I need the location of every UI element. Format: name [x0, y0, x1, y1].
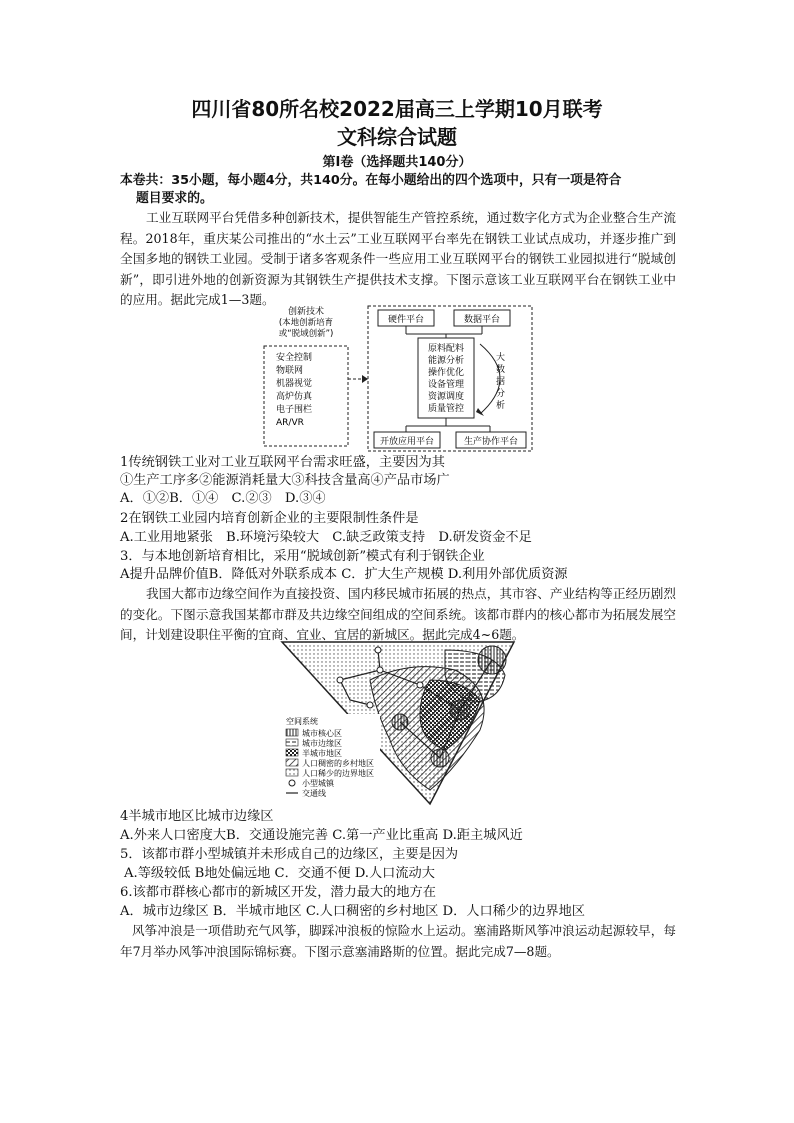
page-title: 四川省80所名校2022届高三上学期10月联考 — [191, 97, 603, 121]
bigdata-char: 分 — [496, 389, 506, 399]
q6-options: A．城市边缘区 B．半城市地区 C.人口稠密的乡村地区 D．人口稀少的边界地区 — [120, 904, 585, 919]
hardware-platform-label: 硬件平台 — [387, 315, 425, 325]
legend-title: 空间系统 — [286, 717, 318, 726]
legend-item: 人口稀少的边界地区 — [302, 769, 374, 778]
legend-item: 交通线 — [302, 789, 326, 798]
innovation-title-1: 创新技术 — [287, 307, 325, 317]
innovation-title-3: 或“脱域创新”) — [278, 329, 334, 339]
paper-subtitle: 文科综合试题 — [337, 125, 457, 149]
q3-options: A提升品牌价值B．降低对外联系成本 C．扩大生产规模 D.利用外部优质资源 — [120, 567, 568, 582]
q4-options: A.外来人口密度大B．交通设施完善 C.第一产业比重高 D.距主城风近 — [120, 828, 523, 843]
innovation-item: 机器视觉 — [276, 379, 313, 389]
bigdata-char: 大 — [496, 353, 506, 363]
legend-item: 城市边缘区 — [302, 739, 342, 748]
passage-3: 风筝冲浪是一项借助充气风筝，脚踩冲浪板的惊险水上运动。塞浦路斯风筝冲浪运动起源较早，每年7月举办风筝冲浪国际锦标赛。下图示意塞浦路斯的位置。据此完成7—8题。 — [120, 923, 676, 959]
center-item: 设备管理 — [427, 380, 465, 390]
q2-stem: 2在钢铁工业园内培育创新企业的主要限制性条件是 — [120, 511, 419, 526]
innovation-item: 高炉仿真 — [276, 392, 313, 402]
passage-1: 工业互联网平台凭借多种创新技术，提供智能生产管控系统，通过数字化方式为企业整合生产流程。2018年，重庆某公司推出的“水土云”工业互联网平台率先在钢铁工业试点成功，并逐步推广到全国多地的钢铁工业园。受制于诸多客观条件一些应用工业互联网平台的钢铁工业园拟进行“脱域创新”，即引进外地的创新资源为其钢铁生产提供技术支撑。下图示意该工业互联网平台在钢铁工业中的应用。据此完成1—3题。 — [120, 210, 676, 307]
q1-options: A．①②B．①④ C.②③ D.③④ — [120, 491, 326, 506]
q4-stem: 4半城市地区比城市边缘区 — [120, 809, 274, 824]
innovation-item: 物联网 — [276, 366, 304, 376]
figure-1-diagram — [258, 304, 534, 454]
open-app-platform-label: 开放应用平台 — [379, 437, 435, 447]
section-heading: 第Ⅰ卷（选择题共140分） — [322, 155, 472, 170]
legend-item: 人口稠密的乡村地区 — [302, 759, 374, 768]
center-item: 能源分析 — [427, 356, 465, 366]
q5-options: A.等级较低 B地处偏远地 C．交通不便 D.人口流动大 — [124, 866, 435, 881]
legend-item: 小型城镇 — [302, 779, 334, 788]
production-platform-label: 生产协作平台 — [463, 437, 519, 447]
q2-options: A.工业用地紧张 B.环境污染较大 C.缺乏政策支持 D.研发资金不足 — [120, 530, 532, 545]
bigdata-char: 据 — [496, 377, 506, 387]
q3-stem: 3．与本地创新培育相比，采用“脱域创新”模式有利于钢铁企业 — [120, 549, 485, 564]
legend-item: 城市核心区 — [302, 729, 342, 738]
q1-items: ①生产工序多②能源消耗量大③科技含量高④产品市场广 — [120, 473, 450, 488]
q6-stem: 6.该都市群核心都市的新城区开发，潜力最大的地方在 — [120, 885, 436, 900]
center-item: 质量管控 — [427, 404, 465, 414]
figure-2-map — [280, 640, 516, 806]
q1-stem: 1传统钢铁工业对工业互联网平台需求旺盛，主要因为其 — [120, 455, 445, 470]
passage-2: 我国大都市边缘空间作为直接投资、国内移民城市拓展的热点，其市容、产业结构等正经历剧烈的变化。下图示意我国某都市群及共边缘空间组成的空间系统。该都市群内的核心都市为拓展发展空间，计划建设职住平衡的宜商、宜业、宜居的新城区。据此完成4~6题。 — [120, 586, 676, 642]
q5-stem: 5．该都市群小型城镇并未形成自己的边缘区，主要是因为 — [120, 847, 459, 862]
data-platform-label: 数据平台 — [463, 315, 501, 325]
innovation-item: 安全控制 — [276, 353, 313, 363]
innovation-item: AR/VR — [276, 418, 304, 428]
bigdata-char: 析 — [496, 401, 506, 411]
instructions-line2: 题目要求的。 — [136, 191, 213, 206]
innovation-title-2: (本地创新培育 — [278, 318, 334, 328]
legend-item: 半城市地区 — [302, 749, 342, 758]
instructions-line1: 本卷共：35小题，每小题4分，共140分。在每小题给出的四个选项中，只有一项是符合 — [120, 173, 622, 188]
center-item: 资源调度 — [427, 392, 465, 402]
bigdata-char: 数 — [496, 365, 506, 375]
innovation-item: 电子围栏 — [276, 405, 313, 415]
center-item: 原料配料 — [427, 344, 465, 354]
center-item: 操作优化 — [427, 368, 465, 378]
